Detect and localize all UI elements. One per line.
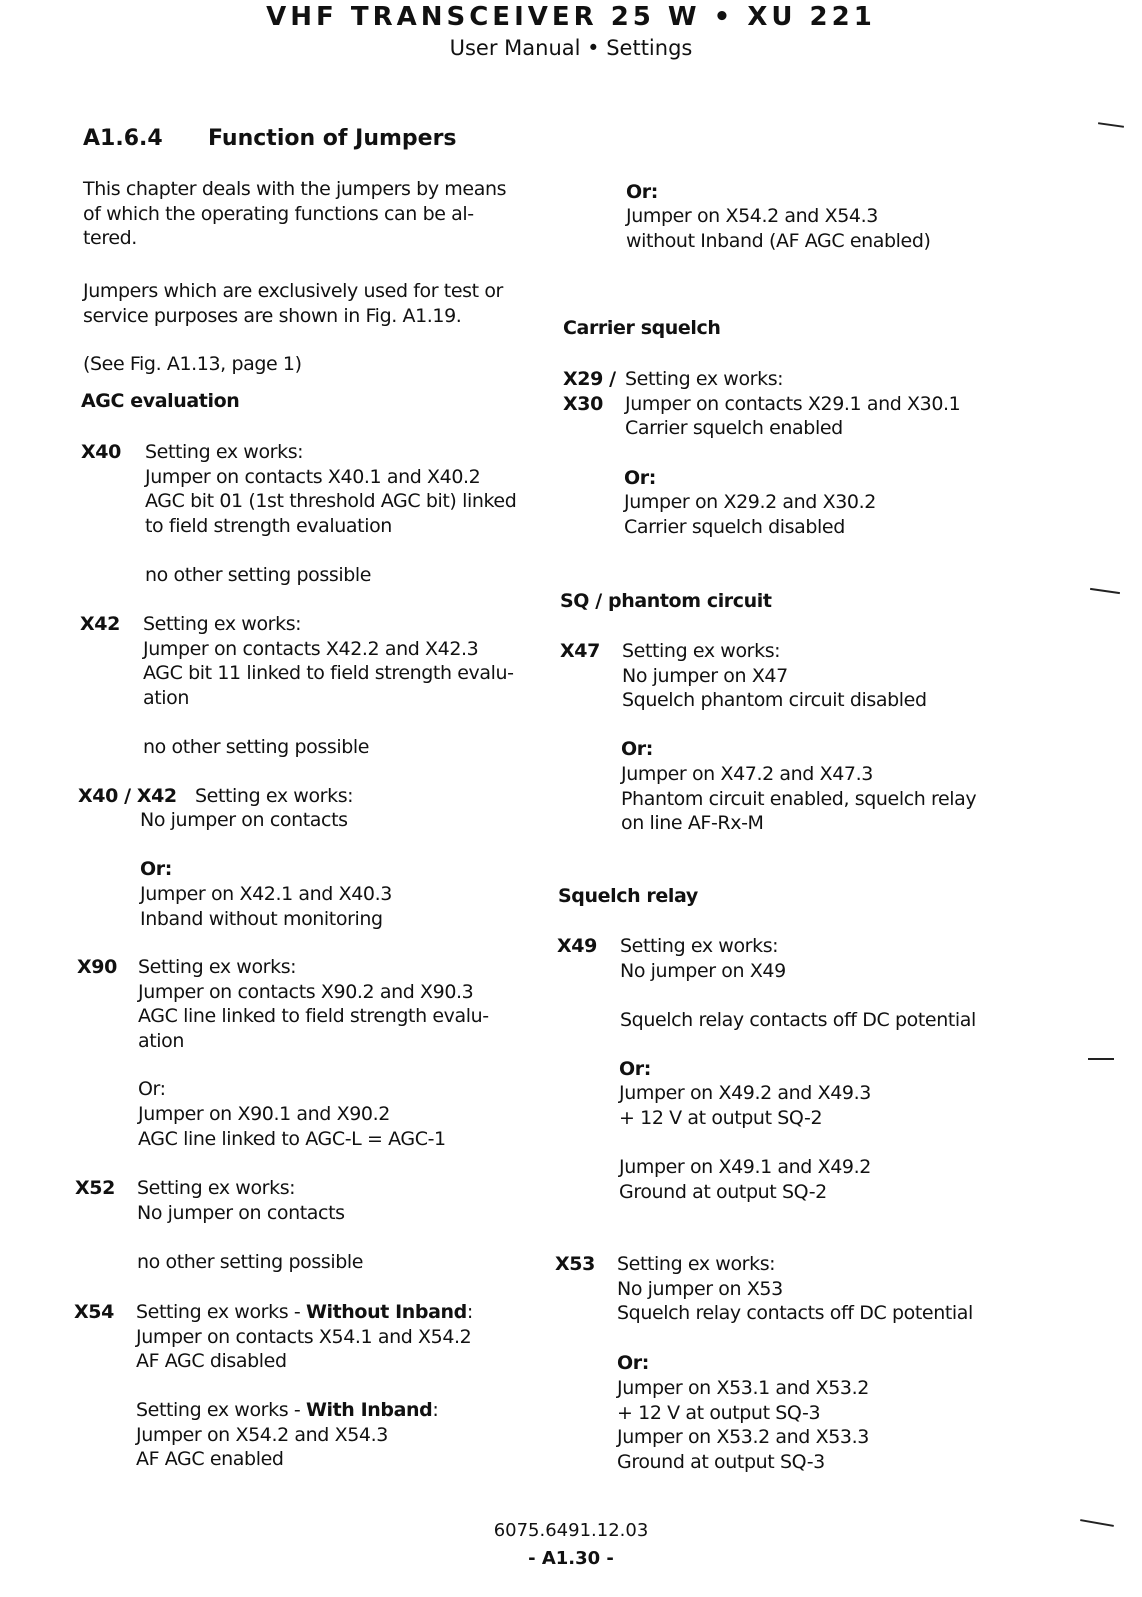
intro-paragraph-1 <box>83 177 506 251</box>
jumper-x29-x30-text <box>625 367 960 441</box>
jumper-line: Jumper on X49.1 and X49.2 <box>619 1156 871 1178</box>
jumper-code-x29: X29 / <box>563 368 616 390</box>
jumper-line: Jumper on contacts X54.1 and X54.2 <box>136 1325 472 1348</box>
jumper-line <box>136 1398 438 1423</box>
jumper-x52-note: no other setting possible <box>137 1251 364 1273</box>
or-label: Or: <box>617 1352 649 1374</box>
jumper-x40-x42-alt <box>140 882 392 931</box>
jumper-line: AF AGC disabled <box>136 1350 287 1373</box>
jumper-line: Setting ex works: <box>137 1177 296 1199</box>
jumper-line: Carrier squelch enabled <box>625 417 843 440</box>
jumper-line: + 12 V at output SQ-3 <box>617 1401 821 1424</box>
jumper-line: Ground at output SQ-2 <box>619 1180 827 1203</box>
jumper-line: Jumper on X54.2 and X54.3 <box>136 1423 388 1446</box>
jumper-line: Jumper on X54.2 and X54.3 <box>626 205 878 227</box>
jumper-line: Jumper on X29.2 and X30.2 <box>624 491 876 513</box>
jumper-line: Squelch phantom circuit disabled <box>622 689 927 712</box>
jumper-x49-alt-2 <box>619 1155 871 1204</box>
jumper-code-x54: X54 <box>74 1301 114 1323</box>
jumper-line: ation <box>138 1029 185 1052</box>
intro-line: This chapter deals with the jumpers by means <box>83 178 507 200</box>
jumper-x47-text <box>622 639 927 713</box>
section-number: A1.6.4 <box>83 126 163 151</box>
jumper-x42-note: no other setting possible <box>143 736 370 758</box>
jumper-line: AF AGC enabled <box>136 1448 284 1471</box>
jumper-x54-alt <box>626 204 931 253</box>
jumper-line: AGC line linked to field strength evalu- <box>138 1005 489 1028</box>
or-label: Or: <box>624 467 656 489</box>
jumper-line: No jumper on X49 <box>620 959 786 982</box>
intro-line: tered. <box>83 227 137 250</box>
colon: : <box>466 1301 473 1323</box>
jumper-x47-alt <box>621 762 976 836</box>
jumper-x53-text <box>617 1252 973 1326</box>
jumper-line: AGC bit 11 linked to field strength evalu- <box>143 662 514 685</box>
colon: : <box>432 1399 439 1421</box>
jumper-line: Setting ex works: <box>617 1253 776 1275</box>
intro-line: Jumpers which are exclusively used for test or <box>83 280 503 302</box>
or-label: Or: <box>138 1078 166 1100</box>
jumper-x90-text <box>138 955 489 1053</box>
jumper-line: Setting ex works: <box>145 441 304 463</box>
jumper-x54-with-inband <box>136 1398 438 1472</box>
document-title: VHF TRANSCEIVER 25 W • XU 221 <box>266 2 876 32</box>
agc-heading: AGC evaluation <box>81 390 240 412</box>
jumper-line: Jumper on contacts X90.2 and X90.3 <box>138 980 474 1003</box>
setting-prefix: Setting ex works - <box>136 1399 306 1421</box>
jumper-line: Jumper on X47.2 and X47.3 <box>621 763 873 785</box>
jumper-code-x53: X53 <box>555 1253 595 1275</box>
scan-mark <box>1088 1058 1114 1060</box>
jumper-line: Jumper on X49.2 and X49.3 <box>619 1082 871 1104</box>
jumper-line: No jumper on X53 <box>617 1277 783 1300</box>
jumper-line: No jumper on X47 <box>622 664 788 687</box>
scan-mark <box>1098 122 1124 128</box>
jumper-line: Setting ex works: <box>143 613 302 635</box>
document-subtitle: User Manual • Settings <box>449 36 693 60</box>
jumper-code-x47: X47 <box>560 640 600 662</box>
jumper-line: Jumper on contacts X40.1 and X40.2 <box>145 465 481 488</box>
jumper-line: AGC bit 01 (1st threshold AGC bit) linked <box>145 490 517 513</box>
jumper-line: Jumper on X42.1 and X40.3 <box>140 883 392 905</box>
jumper-x54-without-inband <box>136 1300 473 1374</box>
jumper-line: No jumper on contacts <box>140 809 348 831</box>
squelch-relay-heading: Squelch relay <box>558 885 698 907</box>
jumper-line: Inband without monitoring <box>140 907 383 930</box>
or-label: Or: <box>619 1058 651 1080</box>
jumper-line: Jumper on X90.1 and X90.2 <box>138 1103 390 1125</box>
jumper-line: on line AF-Rx-M <box>621 812 764 835</box>
jumper-x49-note: Squelch relay contacts off DC potential <box>620 1009 976 1031</box>
intro-paragraph-2 <box>83 279 503 328</box>
jumper-line: Setting ex works: <box>620 935 779 957</box>
jumper-code-x49: X49 <box>557 935 597 957</box>
jumper-line: Setting ex works: <box>138 956 297 978</box>
jumper-code-x90: X90 <box>77 956 117 978</box>
jumper-line: Jumper on contacts X29.1 and X30.1 <box>625 392 961 415</box>
jumper-x40-x42-text <box>140 808 348 833</box>
intro-line: service purposes are shown in Fig. A1.19. <box>83 304 462 327</box>
intro-line: of which the operating functions can be al- <box>83 202 474 225</box>
inband-option: With Inband <box>305 1399 433 1421</box>
jumper-x40-note: no other setting possible <box>145 564 372 586</box>
jumper-line: to field strength evaluation <box>145 514 392 537</box>
jumper-line: Squelch relay contacts off DC potential <box>617 1302 973 1325</box>
jumper-x90-alt <box>138 1102 446 1151</box>
jumper-line: Jumper on contacts X42.2 and X42.3 <box>143 637 479 660</box>
jumper-x40-text <box>145 440 516 538</box>
jumper-x49-alt <box>619 1081 871 1130</box>
jumper-line: Carrier squelch disabled <box>624 515 845 538</box>
inband-option: Without Inband <box>305 1301 467 1323</box>
jumper-code-x42: X42 <box>80 613 120 635</box>
jumper-line: Setting ex works: <box>622 640 781 662</box>
jumper-code-x52: X52 <box>75 1177 115 1199</box>
jumper-code-x30: X30 <box>563 393 603 415</box>
scan-mark <box>1090 588 1120 594</box>
jumper-line: Phantom circuit enabled, squelch relay <box>621 787 977 810</box>
carrier-squelch-heading: Carrier squelch <box>563 317 721 339</box>
jumper-line <box>136 1300 473 1325</box>
setting-prefix: Setting ex works - <box>136 1301 306 1323</box>
or-label: Or: <box>140 858 172 880</box>
jumper-x42-text <box>143 612 514 710</box>
jumper-line: ation <box>143 686 190 709</box>
jumper-line: + 12 V at output SQ-2 <box>619 1106 823 1129</box>
jumper-x52-text <box>137 1176 345 1225</box>
jumper-line: Setting ex works: <box>625 368 784 390</box>
jumper-x53-alt <box>617 1376 869 1474</box>
jumper-line: No jumper on contacts <box>137 1201 345 1224</box>
jumper-line: AGC line linked to AGC-L = AGC-1 <box>138 1127 446 1150</box>
jumper-x49-text <box>620 934 786 983</box>
jumper-x40-x42-setting: Setting ex works: <box>195 785 354 807</box>
or-label: Or: <box>626 181 658 203</box>
jumper-line: Jumper on X53.1 and X53.2 <box>617 1377 869 1399</box>
sq-phantom-heading: SQ / phantom circuit <box>560 590 772 612</box>
jumper-line: Ground at output SQ-3 <box>617 1450 825 1473</box>
jumper-code-x40-x42: X40 / X42 <box>78 785 177 807</box>
or-label: Or: <box>621 738 653 760</box>
jumper-x29-x30-alt <box>624 490 876 539</box>
figure-reference: (See Fig. A1.13, page 1) <box>83 353 302 375</box>
jumper-line: without Inband (AF AGC enabled) <box>626 229 931 252</box>
jumper-code-x40: X40 <box>81 441 121 463</box>
document-number: 6075.6491.12.03 <box>493 1520 649 1541</box>
jumper-line: Jumper on X53.2 and X53.3 <box>617 1426 869 1449</box>
page-number: - A1.30 - <box>528 1548 614 1569</box>
section-title: Function of Jumpers <box>208 126 457 151</box>
